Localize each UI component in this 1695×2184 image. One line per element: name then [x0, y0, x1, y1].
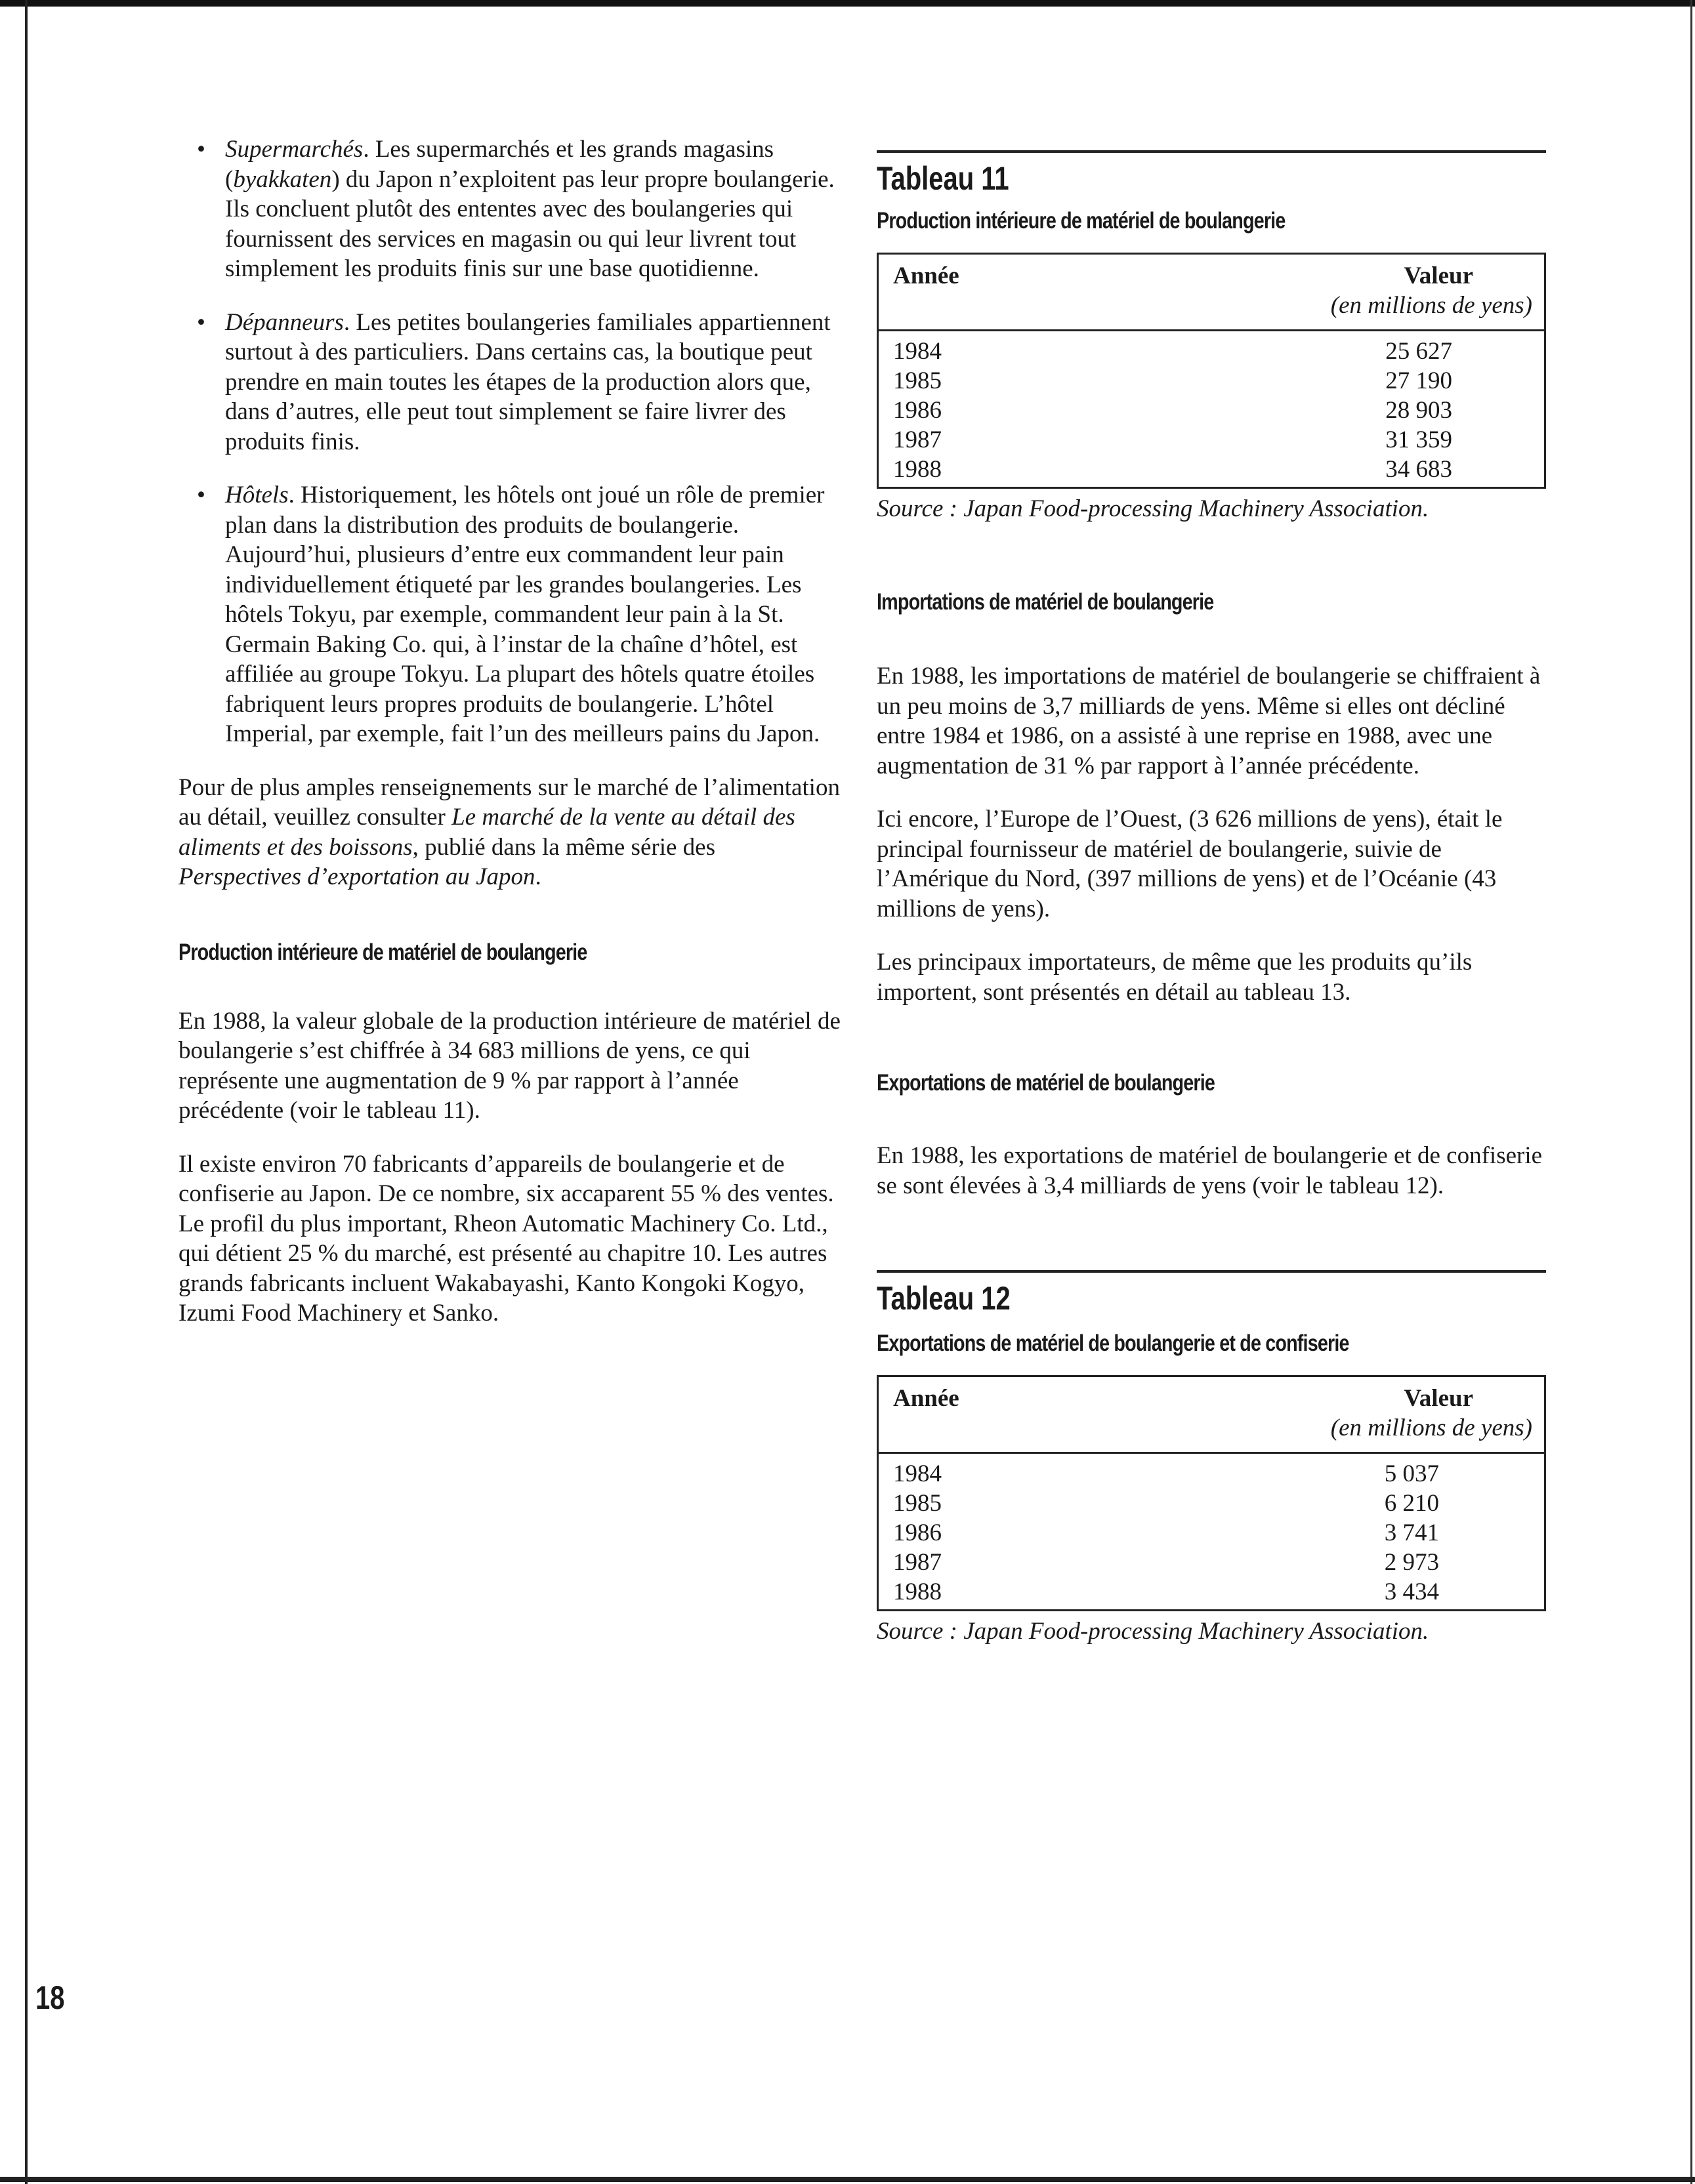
cell-value: 3 741 [1384, 1519, 1439, 1546]
col-header-value [1062, 254, 1545, 331]
bullet-text [225, 480, 841, 749]
bullet-body: Historiquement, les hôtels ont joué un rôle de premier plan dans la distribution des produits de boulangerie. Aujourd’hui, plusieurs d’entre eux commandent leur pain individuellement étiqueté par les grandes boulangeries. Les hôtels Tokyu, par exemple, commandent leur pain à la St. Germain Baking Co. qui, à l’instar de la chaîne d’hôtel, est affiliée au groupe Tokyu. La plupart des hôtels quatre étoiles fabriquent leurs propres produits de boulangerie. L’hôtel Imperial, par exemple, fait l’un des meilleurs pains du Japon. [225, 482, 825, 747]
bullet-supermarches [178, 134, 841, 284]
bullet-hotels [178, 480, 841, 749]
cell-year: 1985 [893, 1490, 942, 1517]
bullet-sep: . [363, 136, 375, 163]
bullet-term: Supermarchés [225, 136, 364, 163]
table-row [878, 455, 1545, 488]
section-heading-imports: Importations de matériel de boulangerie [877, 589, 1214, 615]
more-info-text: Pour de plus amples renseignements sur le marché de l’alimentation au détail, veuillez consulter [178, 773, 840, 831]
table11-source [877, 494, 1546, 524]
scan-border-top [0, 0, 1695, 7]
bullet-body: Les supermarchés et les grands magasins ( [225, 136, 774, 193]
cell-value: 28 903 [1385, 397, 1452, 424]
bullet-dot: • [197, 482, 205, 508]
imports-paragraph-1: En 1988, les importations de matériel de boulangerie se chiffraient à un peu moins de 3,7 milliards de yens. Même si elles ont décliné entre 1984 et 1986, on a assisté à une reprise en 1988, avec une augmentation de 31 % par rapport à l’année précédente. [877, 663, 1541, 779]
cell-value: 27 190 [1385, 367, 1452, 394]
table-header-row [878, 254, 1545, 331]
cell-year: 1987 [893, 426, 942, 453]
cell-year: 1985 [893, 367, 942, 394]
bullet-term: Dépanneurs [225, 308, 344, 336]
table-row [878, 331, 1545, 367]
table-row [878, 396, 1545, 425]
col-value-label: Valeur [1404, 262, 1473, 289]
bullet-italic-term: byakkaten [233, 165, 332, 193]
table-row [878, 1489, 1545, 1518]
bullet-text [225, 308, 841, 457]
imports-paragraph-3: Les principaux importateurs, de même que les produits qu’ils importent, sont présentés en détail au tableau 13. [877, 949, 1473, 1006]
col-value-label: Valeur [1404, 1385, 1473, 1412]
source-label: Source : [877, 1618, 957, 1645]
table11 [877, 253, 1546, 489]
table12-source [877, 1617, 1546, 1646]
imports-paragraph-2: Ici encore, l’Europe de l’Ouest, (3 626 millions de yens), était le principal fournisseur de matériel de boulangerie, suivie de l’Amérique du Nord, (397 millions de yens) et de l’Océanie (43 millions de yens). [877, 806, 1503, 922]
scan-border-left [25, 0, 28, 2184]
bullet-sep: . [288, 482, 301, 508]
col-header-year: Année [878, 254, 1062, 331]
cell-year: 1986 [893, 397, 942, 424]
table12 [877, 1375, 1546, 1611]
table11-title: Production intérieure de matériel de boulangerie [877, 208, 1286, 234]
bullet-sep: . [343, 308, 356, 336]
bullet-term: Hôtels [225, 482, 289, 508]
more-info-text: . [535, 863, 541, 890]
table-row [878, 1548, 1545, 1577]
cell-value: 2 973 [1384, 1549, 1439, 1576]
cell-year: 1988 [893, 456, 942, 483]
table-row [878, 1577, 1545, 1611]
right-column [877, 134, 1546, 1646]
source-text: Japan Food-processing Machinery Association. [957, 495, 1429, 522]
bullet-dot: • [197, 308, 205, 336]
table11-top-rule [877, 150, 1546, 153]
bullet-depanneurs [178, 308, 841, 457]
cell-value: 34 683 [1385, 456, 1452, 483]
table12-top-rule [877, 1270, 1546, 1273]
bullet-body-cont: ) du Japon n’exploitent pas leur propre boulangerie. Ils concluent plutôt des ententes avec des boulangeries qui fournissent des services en magasin ou qui leur livrent tout simplement les produits finis sur une base quotidienne. [225, 165, 835, 282]
production-paragraph-1: En 1988, la valeur globale de la production intérieure de matériel de boulangerie s’est chiffrée à 34 683 millions de yens, ce qui représente une augmentation de 9 % par rapport à l’année précédente (voir le tableau 11). [178, 1007, 841, 1124]
source-label: Source : [877, 495, 957, 522]
section-heading-production: Production intérieure de matériel de boulangerie [178, 939, 587, 965]
more-info-text: , publié dans la même série des [412, 833, 715, 861]
table-header-row [878, 1376, 1545, 1453]
table-row [878, 1518, 1545, 1548]
bullet-dot: • [197, 136, 205, 163]
table12-label: Tableau 12 [877, 1280, 1011, 1317]
cell-value: 5 037 [1384, 1460, 1439, 1487]
production-paragraph-2: Il existe environ 70 fabricants d’appareils de boulangerie et de confiserie au Japon. De ce nombre, six accaparent 55 % des ventes. Le profil du plus important, Rheon Automatic Machinery Co. Ltd., qui détient 25 % du marché, est présenté au chapitre 10. Les autres grands fabricants incluent Wakabayashi, Kanto Kongoki Kogyo, Izumi Food Machinery et Sanko. [178, 1150, 834, 1327]
col-header-year: Année [878, 1376, 1062, 1453]
cell-value: 31 359 [1385, 426, 1452, 453]
cell-year: 1987 [893, 1549, 942, 1576]
table12-title: Exportations de matériel de boulangerie et de confiserie [877, 1330, 1349, 1356]
more-info-title: Le marché de la vente au détail des aliments et des boissons [178, 804, 795, 861]
more-info-paragraph [178, 773, 841, 892]
scan-border-right [1690, 0, 1692, 2184]
bullet-body: Les petites boulangeries familiales appartiennent surtout à des particuliers. Dans certains cas, la boutique peut prendre en main toutes les étapes de la production alors que, dans d’autres, elle peut tout simplement se faire livrer des produits finis. [225, 308, 831, 455]
col-header-value [1062, 1376, 1545, 1453]
source-text: Japan Food-processing Machinery Association. [957, 1618, 1429, 1645]
cell-year: 1986 [893, 1519, 942, 1546]
left-column [178, 134, 841, 1329]
more-info-series: Perspectives d’exportation au Japon [178, 863, 535, 890]
cell-year: 1984 [893, 338, 942, 365]
cell-year: 1984 [893, 1460, 942, 1487]
bullet-text [225, 134, 841, 284]
cell-year: 1988 [893, 1578, 942, 1605]
exports-paragraph-1: En 1988, les exportations de matériel de boulangerie et de confiserie se sont élevées à 3,4 milliards de yens (voir le tableau 12). [877, 1142, 1543, 1199]
section-heading-exports: Exportations de matériel de boulangerie [877, 1070, 1215, 1096]
table-row [878, 425, 1545, 455]
table11-label: Tableau 11 [877, 160, 1009, 197]
table-row [878, 366, 1545, 396]
page-number: 18 [35, 1979, 65, 2016]
cell-value: 3 434 [1384, 1578, 1439, 1605]
cell-value: 25 627 [1385, 338, 1452, 365]
table-row [878, 1453, 1545, 1489]
cell-value: 6 210 [1384, 1490, 1439, 1517]
scan-border-bottom [0, 2177, 1695, 2182]
col-unit-label: (en millions de yens) [1330, 292, 1532, 319]
col-unit-label: (en millions de yens) [1330, 1414, 1532, 1441]
